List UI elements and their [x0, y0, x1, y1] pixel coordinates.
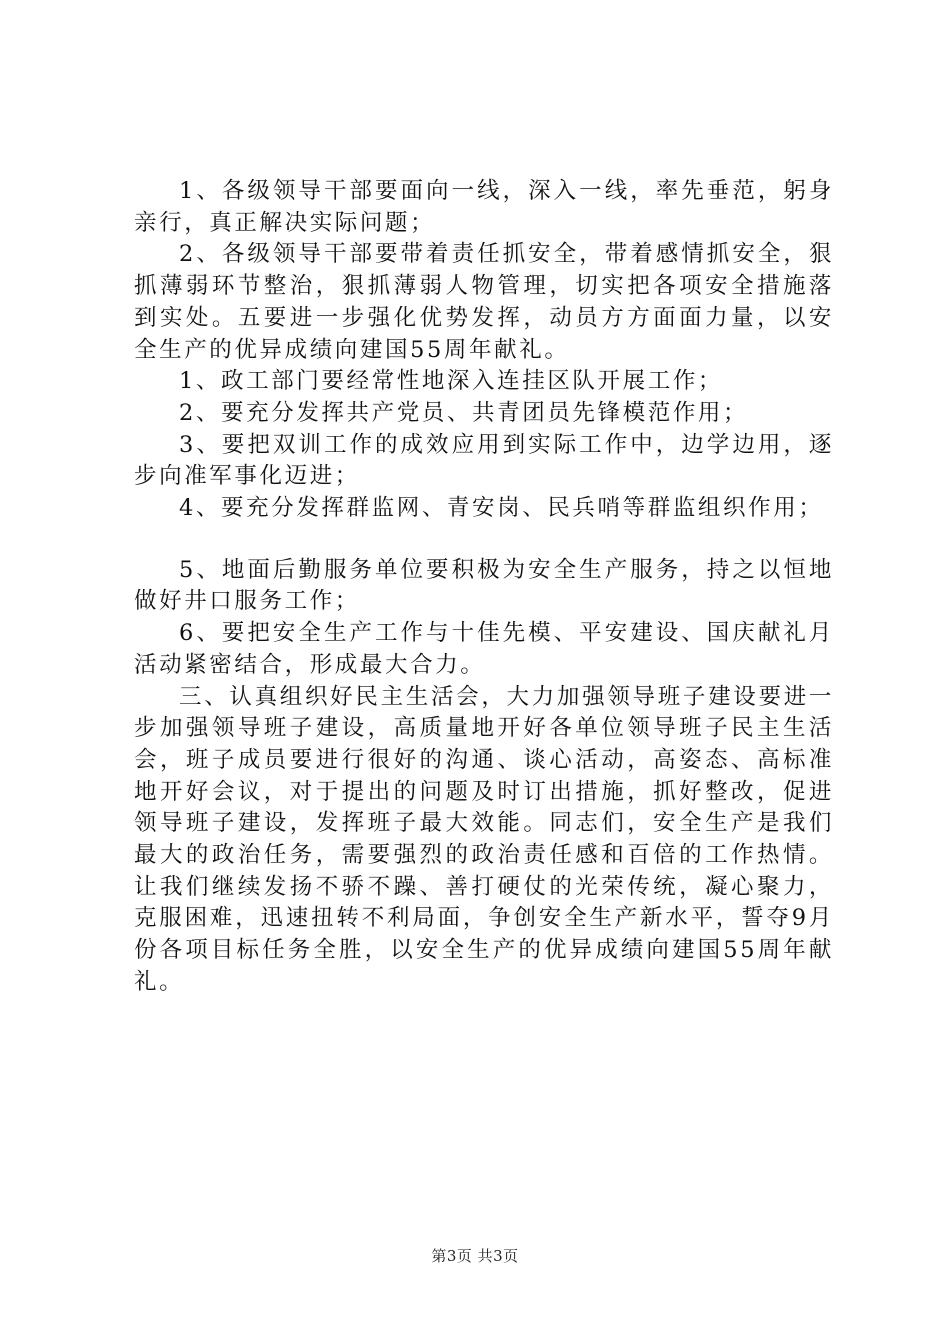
paragraph-leader-frontline: 1、各级领导干部要面向一线，深入一线，率先垂范，躬身亲行，真正解决实际问题； [134, 178, 834, 236]
paragraph-safety-campaign: 6、要把安全生产工作与十佳先模、平安建设、国庆献礼月活动紧密结合，形成最大合力。 [134, 620, 834, 678]
paragraph-supervision-orgs: 4、要充分发挥群监网、青安岗、民兵哨等群监组织作用； [179, 495, 824, 522]
paragraph-party-members: 2、要充分发挥共产党员、共青团员先锋模范作用； [179, 399, 749, 426]
paragraph-democratic-meeting: 三、认真组织好民主生活会，大力加强领导班子建设要进一步加强领导班子建设，高质量地开好各单位领导班子民主生活会，班子成员要进行很好的沟通、谈心活动，高姿态、高标准地开好会议，对于提出的问题及时订出措施，抓好整改，促进领导班子建设，发挥班子最大效能。同志们，安全生产是我们最大的政治任务，需要强烈的政治责任感和百倍的工作热情。让我们继续发扬不骄不躁、善打硬仗的光荣传统，凝心聚力，克服困难，迅速扭转不利局面，争创安全生产新水平，誓夺9月份各项目标任务全胜，以安全生产的优异成绩向建国55周年献礼。 [134, 683, 834, 995]
document-body [134, 176, 834, 999]
paragraph-logistics: 5、地面后勤服务单位要积极为安全生产服务，持之以恒地做好井口服务工作； [134, 556, 834, 615]
page-number-footer: 第3页 共3页 [431, 1247, 519, 1265]
paragraph-political-dept: 1、政工部门要经常性地深入连挂区队开展工作； [179, 368, 724, 395]
paragraph-leader-responsibility: 2、各级领导干部要带着责任抓安全，带着感情抓安全，狠抓薄弱环节整治，狠抓薄弱人物管理，切实把各项安全措施落到实处。五要进一步强化优势发挥，动员方方面面力量，以安全生产的优异成绩向建国55周年献礼。 [134, 241, 834, 363]
paragraph-dual-training: 3、要把双训工作的成效应用到实际工作中，边学边用，逐步向准军事化迈进； [134, 431, 834, 490]
